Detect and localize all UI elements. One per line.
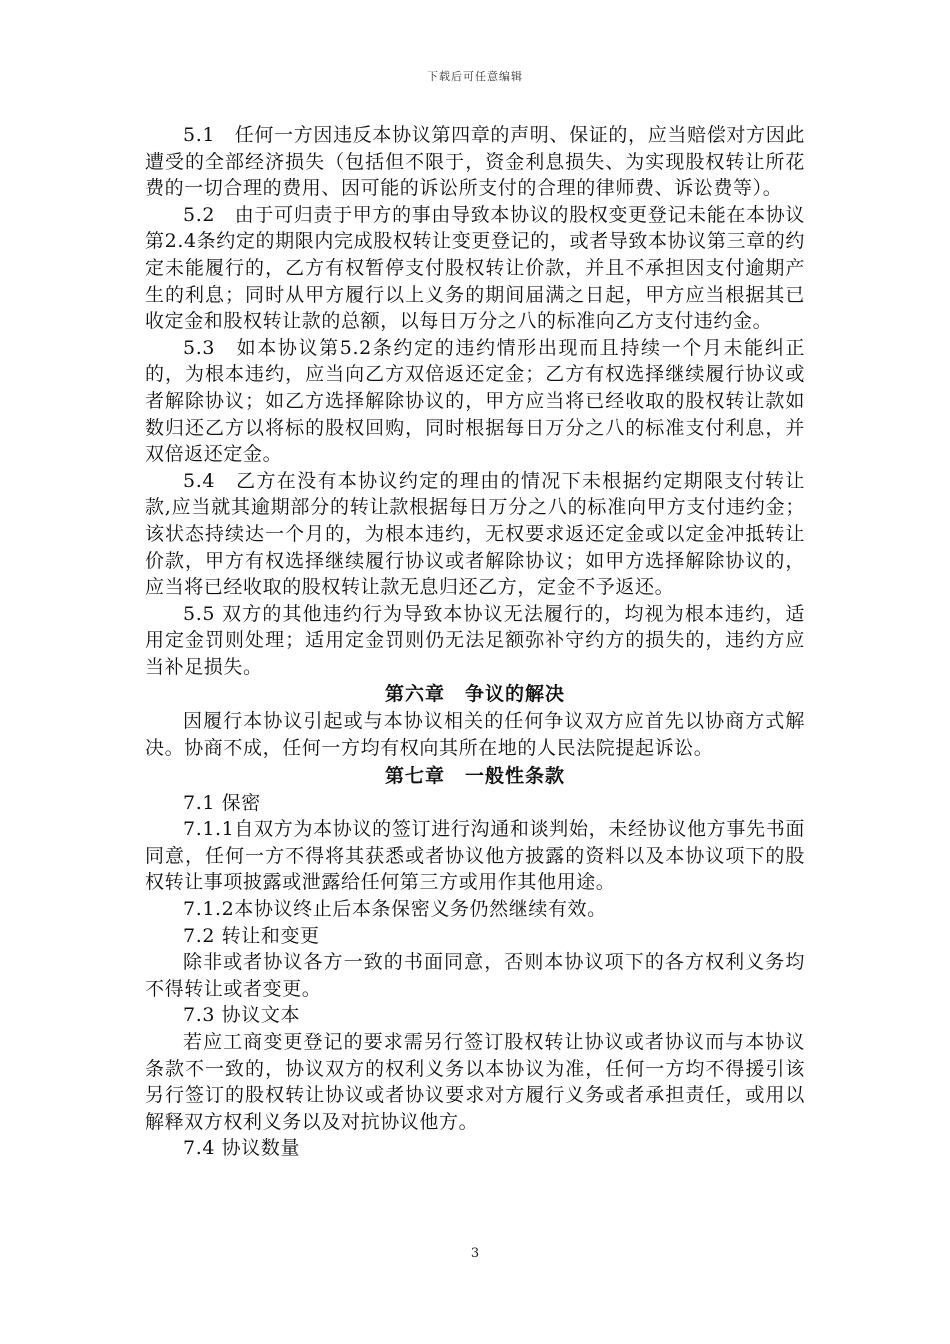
page-number: 3 (470, 1246, 480, 1261)
clause-5-5: 5.5 双方的其他违约行为导致本协议无法履行的，均视为根本违约，适用定金罚则处理；适用定金罚则仍无法足额弥补守约方的损失的，违约方应当补足损失。 (145, 602, 805, 678)
chapter-7-title: 第七章 一般性条款 (384, 764, 565, 787)
clause-7-1-2: 7.1.2本协议终止后本条保密义务仍然继续有效。 (183, 898, 607, 921)
clause-5-3: 5.3 如本协议第5.2条约定的违约情形出现而且持续一个月未能纠正的，为根本违约，应当向乙方双倍返还定金；乙方有权选择继续履行协议或者解除协议；如乙方选择解除协议的，甲方应当将已经收取的股权转让款如数归还乙方以将标的股权回购，同时根据每日万分之八的标准支付利息，并双倍返还定金。 (145, 336, 805, 466)
clause-6-body: 因履行本协议引起或与本协议相关的任何争议双方应首先以协商方式解决。协商不成，任何一方均有权向其所在地的人民法院提起诉讼。 (145, 710, 805, 760)
clause-5-1: 5.1 任何一方因违反本协议第四章的声明、保证的，应当赔偿对方因此遭受的全部经济损失（包括但不限于，资金利息损失、为实现股权转让所花费的一切合理的费用、因可能的诉讼所支付的合理的律师费、诉讼费等）。 (145, 124, 805, 200)
clause-7-2-heading: 7.2 转让和变更 (183, 924, 320, 947)
clause-7-4-heading: 7.4 协议数量 (183, 1137, 301, 1160)
clause-5-4: 5.4 乙方在没有本协议约定的理由的情况下未根据约定期限支付转让款,应当就其逾期部分的转让款根据每日万分之八的标准向甲方支付违约金；该状态持续达一个月的，为根本违约，无权要求返还定金或以定金冲抵转让价款，甲方有权选择继续履行协议或者解除协议；如甲方选择解除协议的，应当将已经收取的股权转让款无息归还乙方，定金不予返还。 (145, 469, 805, 599)
page-header: 下载后可任意编辑 (427, 70, 523, 83)
clause-7-3-body: 若应工商变更登记的要求需另行签订股权转让协议或者协议而与本协议条款不一致的，协议双方的权利义务以本协议为准，任何一方均不得援引该另行签订的股权转让协议或者协议要求对方履行义务或者承担责任，或用以解释双方权利义务以及对抗协议他方。 (145, 1031, 805, 1133)
clause-7-2-body: 除非或者协议各方一致的书面同意，否则本协议项下的各方权利义务均不得转让或者变更。 (145, 951, 805, 1000)
chapter-6-title: 第六章 争议的解决 (384, 683, 565, 706)
clause-7-1-heading: 7.1 保密 (183, 791, 261, 814)
clause-7-3-heading: 7.3 协议文本 (183, 1004, 301, 1027)
document-body (145, 122, 805, 1162)
clause-5-2: 5.2 由于可归责于甲方的事由导致本协议的股权变更登记未能在本协议第2.4条约定的期限内完成股权转让变更登记的，或者导致本协议第三章的约定未能履行的，乙方有权暂停支付股权转让价款，并且不承担因支付逾期产生的利息；同时从甲方履行以上义务的期间届满之日起，甲方应当根据其已收定金和股权转让款的总额，以每日万分之八的标准向乙方支付违约金。 (145, 203, 805, 333)
clause-7-1-1: 7.1.1自双方为本协议的签订进行沟通和谈判始，未经协议他方事先书面同意，任何一方不得将其获悉或者协议他方披露的资料以及本协议项下的股权转让事项披露或泄露给任何第三方或用作其他用途。 (145, 818, 805, 894)
